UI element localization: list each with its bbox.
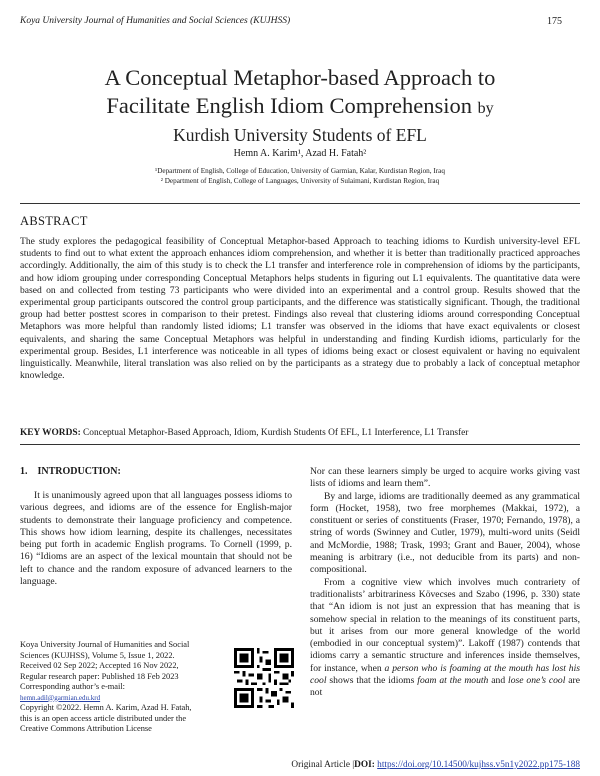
footer xyxy=(291,760,580,770)
page-number: 175 xyxy=(547,16,562,27)
divider-top xyxy=(20,203,580,204)
right-paragraph-1: Nor can these learners simply be urged to acquire works giving vast lists of idioms and learn them”. xyxy=(310,466,580,490)
intro-right-column xyxy=(310,466,580,700)
affiliation-1: ¹Department of English, College of Education, University of Garmian, Kalar, Kurdistan Region, Iraq xyxy=(155,167,445,175)
intro-left-paragraph: It is unanimously agreed upon that all languages possess idioms to various degrees, and idioms are of the essence for English-major students to demonstrate their language proficiency and competence. This shows how idiom learning, despite its challenges, necessitates being put forth in academic English programs. To Cornell (1999, p. 16) “Idioms are an aspect of the lexical mountain that should not be left to chance and the random exposure of advanced learners to the language. xyxy=(20,490,292,588)
authors: Hemn A. Karim¹, Azad H. Fatah² xyxy=(233,148,367,159)
introduction-heading: 1. INTRODUCTION: xyxy=(20,466,121,477)
abstract-text: The study explores the pedagogical feasibility of Conceptual Metaphor-based Approach to teaching idioms to Kurdish university-level EFL students to find out to what extent the approach enhances idiom comprehension, and whether it is better than traditionally practiced approaches accordingly. Additionally, the aim of this study is to check the L1 transfer and interference role in comprehension of idioms by the participants, and how idiom grouping under corresponding Conceptual Metaphors helps students in figuring out L1 equivalents. The quantitative data were based on and collected from testing 73 participants who were divided into an experimental and a control group. Results showed that the experimental group participants outscored the control group participants, and the difference was statistically significant. Though, the traditional group had better posttest scores in comparison to their pretest. Findings also reveal that clustering idioms around corresponding Conceptual Metaphors was more helpful than randomly listed idioms; L1 transfer was observed in the idioms that have exact equivalents or closest equivalents, and sharing the same Conceptual Metaphors was helpful in understanding and finding Kurdish idioms, particularly for the experimental group. Besides, L1 interference was noticeable in all types of idioms being exact or closest equivalent or having no equivalent linguistically. Meanwhile, literal translation was also relied on by the participants as a strategy due to probably a lack of conceptual metaphor knowledge. xyxy=(20,236,580,382)
footnote-received: Received 02 Sep 2022; Accepted 16 Nov 2022, xyxy=(20,661,179,670)
title-line-2: Facilitate English Idiom Comprehension xyxy=(106,93,472,118)
keywords-label: KEY WORDS: xyxy=(20,428,81,438)
abstract-heading: ABSTRACT xyxy=(20,214,88,228)
paper-title xyxy=(20,64,580,147)
keywords-text: Conceptual Metaphor-Based Approach, Idiom, Kurdish Students Of EFL, L1 Interference, L1 Transfer xyxy=(80,428,469,438)
right-paragraph-3: From a cognitive view which involves much contrariety of traditionalists’ arbitrariness Kövecses and Szabo (1996, p. 330) state that “An idiom is not just an expression that has meaning that is somehow special in relation to the meanings of its constituent parts, but it arises from our more general knowledge of the world (embodied in our conceptual system)”. Lakoff (1987) contends that idioms carry a semantic structure and inferences inside themselves, for instance, when a person who is foaming at the mouth has lost his cool shows that the idioms foam at the mouth and lose one’s cool are not xyxy=(310,576,580,699)
affiliation-2: ² Department of English, College of Languages, University of Sulaimani, Kurdistan Region, Iraq xyxy=(160,177,440,185)
footnote-published: Regular research paper: Published 18 Feb 2023 xyxy=(20,671,179,681)
footnote-copyright: Copyright ©2022. Hemn A. Karim, Azad H. Fatah, this is an open access article distributed under the Creative Commons Attribution License xyxy=(20,703,192,733)
divider-bottom xyxy=(20,444,580,445)
footer-label: Original Article | xyxy=(291,760,355,770)
qr-code-icon xyxy=(234,648,294,708)
title-by: by xyxy=(477,100,494,117)
doi-link[interactable]: https://doi.org/10.14500/kujhss.v5n1y2022.pp175-188 xyxy=(377,760,580,770)
footnote-journal: Koya University Journal of Humanities and Social Sciences (KUJHSS), Volume 5, Issue 1, 2022. xyxy=(20,640,190,660)
footer-doi-label: DOI: xyxy=(354,760,375,770)
keywords xyxy=(20,428,580,438)
author-email-link[interactable]: hemn.adil@garmian.edu.krd xyxy=(20,693,101,702)
right-paragraph-2: By and large, idioms are traditionally deemed as any grammatical form (Hocket, 1958), two free morphemes (Makkai, 1972), a constituent or series of constituents (Fraser, 1970; Fernando, 1978), a string of words (Swinney and Cutler, 1979), multi-word units (Seidl and McMordie, 1988; Trask, 1993; Grant and Bauer, 2004), whose meaning is arbitrary (i.e., not deducible from its parts) and non-compositional. xyxy=(310,490,580,576)
title-line-1: A Conceptual Metaphor-based Approach to xyxy=(104,65,496,90)
title-line-3: Kurdish University Students of EFL xyxy=(173,125,427,145)
article-footnote xyxy=(20,640,200,735)
running-head: Koya University Journal of Humanities and Social Sciences (KUJHSS) xyxy=(20,16,291,26)
footnote-email-line: Corresponding author’s e-mail: hemn.adil@garmian.edu.krd xyxy=(20,682,125,702)
